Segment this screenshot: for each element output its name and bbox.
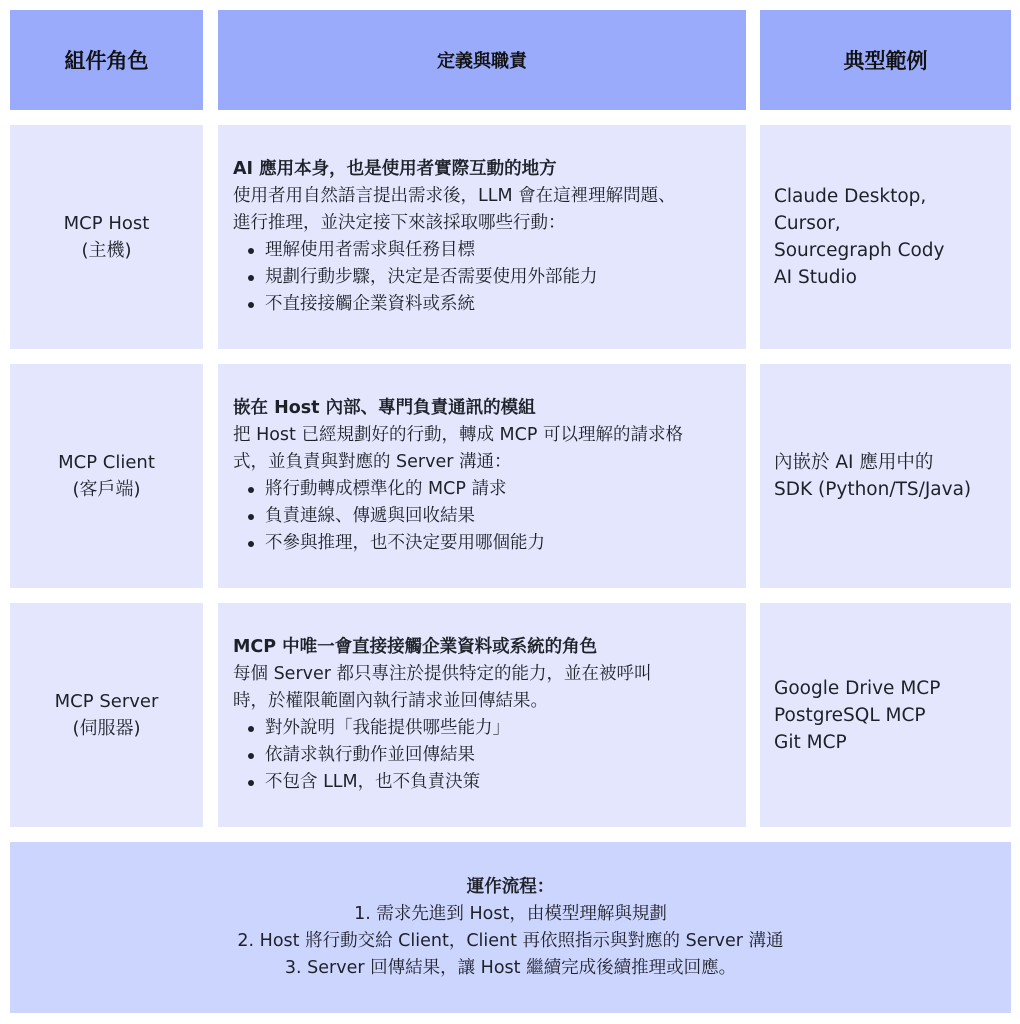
bullet-list [233, 237, 746, 318]
role-subtitle: (客戶端) [72, 479, 141, 500]
bullet-list [233, 715, 746, 796]
header-definition: 定義與職責 [218, 10, 746, 110]
bullet-item: 對外說明「我能提供哪些能力」 [233, 715, 746, 742]
definition-desc-line: 時，於權限範圍內執行請求並回傳結果。 [233, 691, 548, 711]
workflow-step: 2. Host 將行動交給 Client，Client 再依照指示與對應的 Server 溝通 [237, 930, 784, 951]
bullet-item: 規劃行動步驟，決定是否需要使用外部能力 [233, 264, 746, 291]
examples-cell-client [760, 364, 1011, 588]
definition-title: 嵌在 Host 內部、專門負責通訊的模組 [233, 398, 536, 418]
definition-title: MCP 中唯一會直接接觸企業資料或系統的角色 [233, 637, 598, 657]
bullet-item: 不直接接觸企業資料或系統 [233, 291, 746, 318]
workflow-title: 運作流程： [466, 876, 555, 897]
definition-cell-client [218, 364, 746, 588]
example-item: SDK (Python/TS/Java) [774, 479, 972, 500]
example-item: Google Drive MCP [774, 677, 941, 699]
bullet-item: 負責連線、傳遞與回收結果 [233, 503, 746, 530]
examples-cell-host [760, 125, 1011, 349]
example-item: Cursor, [774, 213, 841, 234]
role-name: MCP Host [63, 213, 150, 234]
examples-cell-server [760, 603, 1011, 827]
definition-desc-line: 把 Host 已經規劃好的行動，轉成 MCP 可以理解的請求格 [233, 425, 683, 445]
definition-cell-server [218, 603, 746, 827]
example-item: PostgreSQL MCP [774, 704, 926, 726]
definition-desc-line: 式，並負責與對應的 Server 溝通： [233, 452, 512, 472]
workflow-step: 1. 需求先進到 Host，由模型理解與規劃 [354, 903, 667, 924]
example-item: AI Studio [774, 267, 857, 288]
bullet-item: 不參與推理，也不決定要用哪個能力 [233, 530, 746, 557]
role-name: MCP Client [58, 452, 155, 473]
header-examples: 典型範例 [760, 10, 1011, 110]
role-name: MCP Server [54, 691, 159, 712]
role-subtitle: (主機) [81, 240, 132, 261]
bullet-item: 將行動轉成標準化的 MCP 請求 [233, 476, 746, 503]
role-cell-server [10, 603, 203, 827]
example-item: Git MCP [774, 731, 847, 753]
header-role: 組件角色 [10, 10, 203, 110]
workflow-step: 3. Server 回傳結果，讓 Host 繼續完成後續推理或回應。 [284, 957, 737, 978]
role-subtitle: (伺服器) [72, 718, 141, 739]
role-cell-host [10, 125, 203, 349]
definition-cell-host [218, 125, 746, 349]
definition-desc-line: 使用者用自然語言提出需求後，LLM 會在這裡理解問題、 [233, 186, 676, 206]
definition-desc-line: 每個 Server 都只專注於提供特定的能力，並在被呼叫 [233, 664, 652, 684]
bullet-item: 理解使用者需求與任務目標 [233, 237, 746, 264]
example-item: 內嵌於 AI 應用中的 [774, 452, 934, 473]
bullet-list [233, 476, 746, 557]
definition-desc-line: 進行推理，並決定接下來該採取哪些行動： [233, 213, 566, 233]
workflow-box [10, 842, 1011, 1013]
bullet-item: 依請求執行動作並回傳結果 [233, 742, 746, 769]
bullet-item: 不包含 LLM，也不負責決策 [233, 769, 746, 796]
example-item: Claude Desktop, [774, 186, 927, 207]
definition-title: AI 應用本身，也是使用者實際互動的地方 [233, 159, 557, 179]
role-cell-client [10, 364, 203, 588]
example-item: Sourcegraph Cody [774, 240, 945, 261]
